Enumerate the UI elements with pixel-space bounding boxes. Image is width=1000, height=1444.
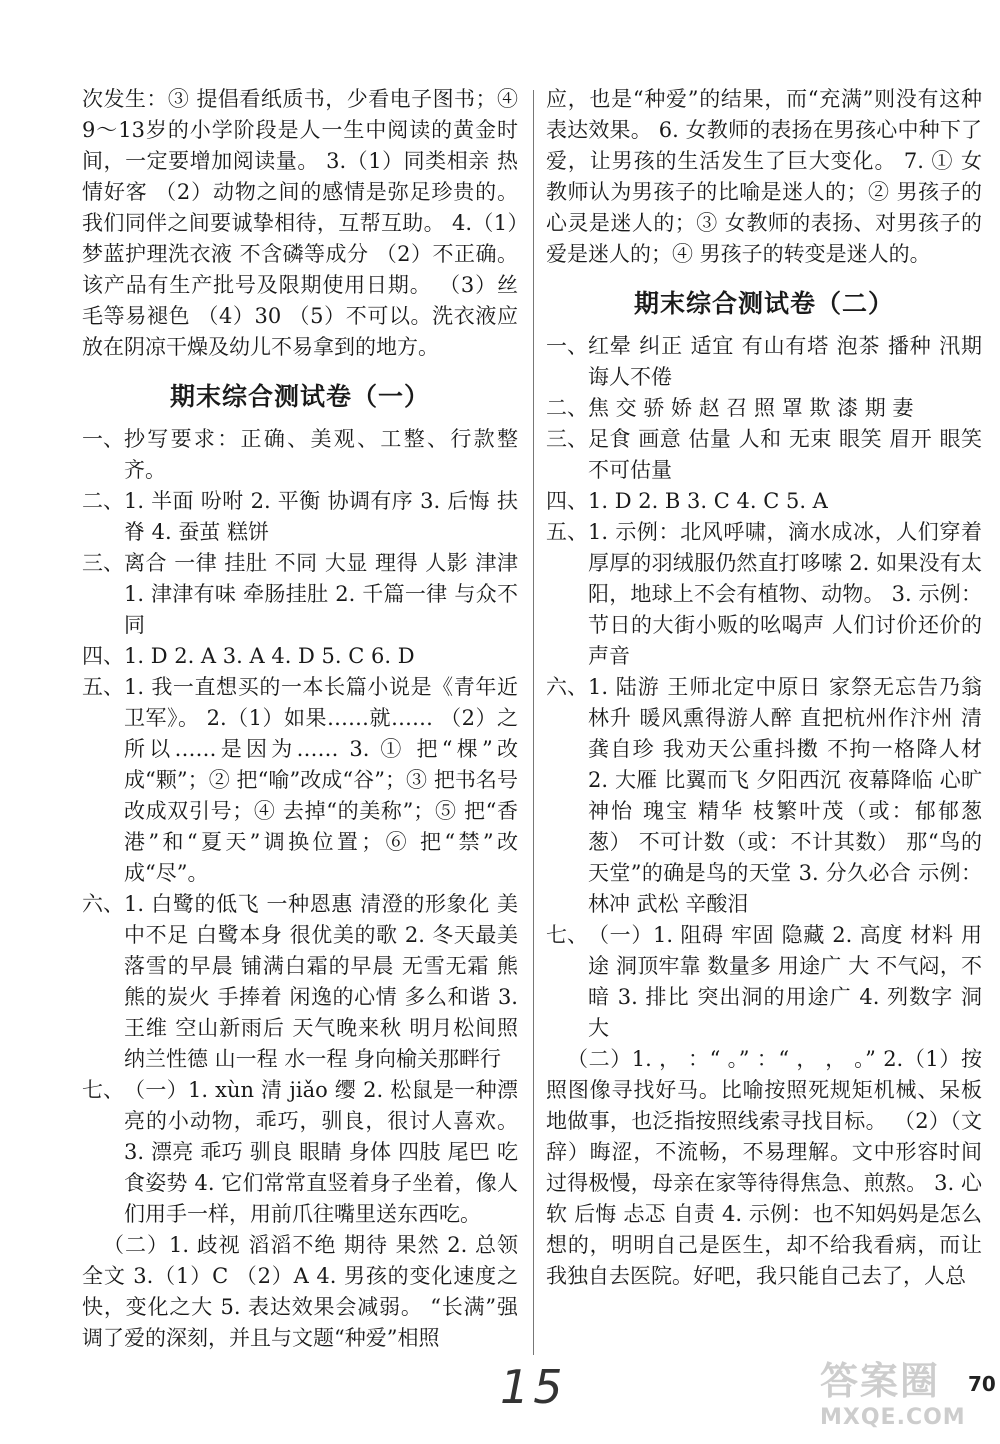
- column-divider: [533, 90, 534, 1355]
- page-number: 70: [968, 1372, 996, 1396]
- item-text: 焦 交 骄 娇 赵 召 照 罩 欺 漆 期 妻: [588, 396, 914, 420]
- item-number: 七、: [546, 923, 588, 947]
- answer-subitem: （二）1. 歧视 滔滔不绝 期待 果然 2. 总领全文 3.（1）C （2）A 4. 男孩的变化速度之快，变化之大 5. 表达效果会减弱。 “长满”强调了爱的深刻，并且与文题“种爱”相照: [82, 1233, 518, 1350]
- item-number: 一、: [82, 427, 124, 451]
- exam-title-2: 期末综合测试卷（二）: [633, 289, 894, 318]
- item-number: 二、: [82, 489, 124, 513]
- answer-item: [546, 393, 982, 424]
- item-number: 六、: [546, 675, 588, 699]
- exam-title-1: 期末综合测试卷（一）: [169, 382, 430, 411]
- answer-subitem: （二）1. ， ：“ 。” ：“ ， ， 。” 2.（1）按照图像寻找好马。比喻按照死规矩机械、呆板地做事，也泛指按照线索寻找目标。 （2）（文辞）晦涩，不流畅，不易理解。文中形容时间过得极慢，母亲在家等待得焦急、煎熬。 3. 心软 后悔 忐忑 自责 4. 示例：也不知妈妈是怎么想的，明明自己是医生，却不给我看病，而让我独自去医院。好吧，我只能自己去了，人总: [546, 1047, 982, 1288]
- watermark-url: MXQE.COM: [820, 1405, 966, 1430]
- item-text: 1. 我一直想买的一本长篇小说是《青年近卫军》。 2.（1）如果……就…… （2）之所以……是因为…… 3. ① 把“棵”改成“颗”；② 把“喻”改成“谷”；③ 把书名号改成双引号；④ 去掉“的美称”；⑤ 把“香港”和“夏天”调换位置；⑥ 把“禁”改成“尽”。: [124, 675, 518, 885]
- item-number: 三、: [82, 551, 124, 575]
- answer-item: [82, 424, 518, 486]
- answer-item: [82, 889, 518, 1075]
- answer-item: [546, 920, 982, 1044]
- answer-item: [82, 548, 518, 641]
- item-number: 五、: [546, 520, 588, 544]
- right-intro-paragraph: 应，也是“种爱”的结果，而“充满”则没有这种表达效果。 6. 女教师的表扬在男孩心中种下了爱，让男孩的生活发生了巨大变化。 7. ① 女教师认为男孩子的比喻是迷人的；② 男孩子的心灵是迷人的；③ 女教师的表扬、对男孩子的爱是迷人的；④ 男孩子的转变是迷人的。: [546, 87, 982, 266]
- item-text: （一）1. 阻碍 牢固 隐藏 2. 高度 材料 用途 洞顶牢靠 数量多 用途广 大 不气闷，不暗 3. 排比 突出洞的用途广 4. 列数字 洞大: [588, 923, 982, 1040]
- item-number: 三、: [546, 427, 588, 451]
- item-text: 1. D 2. A 3. A 4. D 5. C 6. D: [124, 644, 415, 668]
- item-text: 1. 陆游 王师北定中原日 家祭无忘告乃翁 林升 暖风熏得游人醉 直把杭州作汴州 清 龚自珍 我劝天公重抖擞 不拘一格降人材 2. 大雁 比翼而飞 夕阳西沉 夜幕降临 心旷神怡 瑰宝 精华 枝繁叶茂（或：郁郁葱葱） 不可计数（或：不计其数） 那“鸟的天堂”的确是鸟的天堂 3. 分久必合 示例：林冲 武松 辛酸泪: [588, 675, 982, 916]
- handwritten-page-mark: 15: [500, 1360, 567, 1414]
- answer-item: [546, 424, 982, 486]
- watermark-logo-text: 答案圈: [820, 1359, 941, 1403]
- answer-item: [82, 641, 518, 672]
- item-text: 1. 半面 吩咐 2. 平衡 协调有序 3. 后悔 扶脊 4. 蚕茧 糕饼: [124, 489, 518, 544]
- answer-item: [546, 672, 982, 920]
- left-intro-paragraph: 次发生：③ 提倡看纸质书，少看电子图书；④ 9～13岁的小学阶段是人一生中阅读的黄金时间，一定要增加阅读量。 3.（1）同类相亲 热情好客 （2）动物之间的感情是弥足珍贵的。我们同伴之间要诚挚相待，互帮互助。 4.（1）梦蓝护理洗衣液 不含磷等成分 （2）不正确。该产品有生产批号及限期使用日期。 （3）丝毛等易褪色 （4）30 （5）不可以。洗衣液应放在阴凉干燥及幼儿不易拿到的地方。: [82, 87, 518, 359]
- item-text: 抄写要求：正确、美观、工整、行款整齐。: [124, 427, 518, 482]
- item-number: 四、: [82, 644, 124, 668]
- item-text: 红晕 纠正 适宜 有山有塔 泡茶 播种 汛期 诲人不倦: [588, 334, 982, 389]
- answer-item: [546, 517, 982, 672]
- answer-item: [82, 1075, 518, 1230]
- item-text: 1. D 2. B 3. C 4. C 5. A: [588, 489, 828, 513]
- right-column: [546, 84, 982, 1292]
- left-column: [82, 84, 518, 1354]
- item-number: 六、: [82, 892, 124, 916]
- item-number: 五、: [82, 675, 124, 699]
- item-number: 二、: [546, 396, 588, 420]
- item-number: 四、: [546, 489, 588, 513]
- item-text: （一）1. xùn 清 jiǎo 缨 2. 松鼠是一种漂亮的小动物，乖巧，驯良，很讨人喜欢。 3. 漂亮 乖巧 驯良 眼睛 身体 四肢 尾巴 吃食姿势 4. 它们常常直竖着身子坐着，像人们用手一样，用前爪往嘴里送东西吃。: [124, 1078, 518, 1226]
- answer-item: [82, 672, 518, 889]
- answer-item: [546, 331, 982, 393]
- answer-item: [546, 486, 982, 517]
- item-number: 一、: [546, 334, 588, 358]
- item-text: 离合 一律 挂肚 不同 大显 理得 人影 津津 1. 津津有味 牵肠挂肚 2. 千篇一律 与众不同: [124, 551, 518, 637]
- item-text: 1. 示例：北风呼啸，滴水成冰，人们穿着厚厚的羽绒服仍然直打哆嗦 2. 如果没有太阳，地球上不会有植物、动物。 3. 示例：节日的大街小贩的吆喝声 人们讨价还价的声音: [588, 520, 982, 668]
- answer-item: [82, 486, 518, 548]
- item-text: 足食 画意 估量 人和 无束 眼笑 眉开 眼笑 不可估量: [588, 427, 982, 482]
- site-watermark: [820, 1350, 1000, 1444]
- item-text: 1. 白鹭的低飞 一种恩惠 清澄的形象化 美中不足 白鹭本身 很优美的歌 2. 冬天最美 落雪的早晨 铺满白霜的早晨 无雪无霜 熊熊的炭火 手捧着 闲逸的心情 多么和谐 3. 王维 空山新雨后 天气晚来秋 明月松间照 纳兰性德 山一程 水一程 身向榆关那畔行: [124, 892, 518, 1071]
- item-number: 七、: [82, 1078, 124, 1102]
